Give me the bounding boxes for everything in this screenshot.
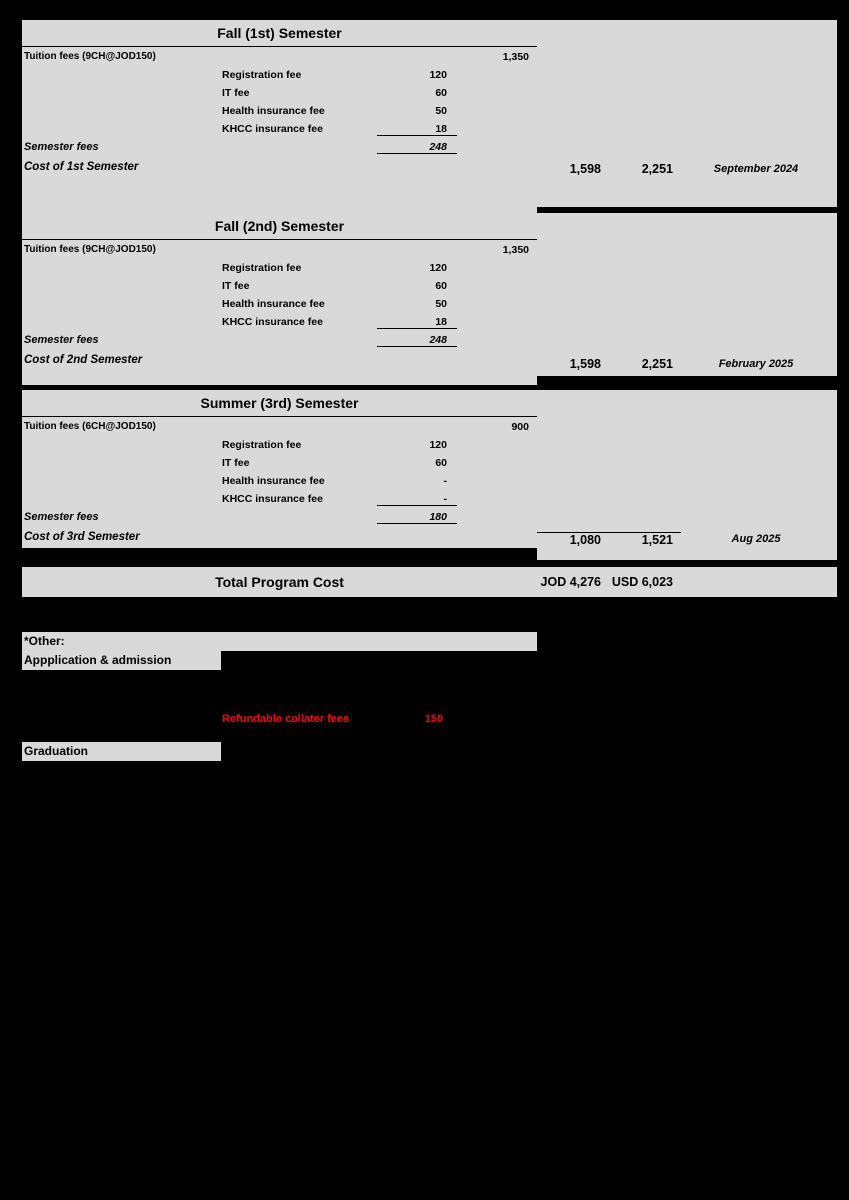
semester-2-total-usd: 2,251 xyxy=(641,357,673,371)
detail-row xyxy=(22,436,537,454)
tuition-value-1: 1,350 xyxy=(502,50,529,63)
other-row-due: October 2025 xyxy=(572,786,642,798)
semester-fees-value-3: 180 xyxy=(377,511,457,524)
semester-cost-label-1: Cost of 1st Semester xyxy=(24,161,139,173)
detail-name: KHCC insurance fee xyxy=(222,123,323,135)
detail-value: 50 xyxy=(435,105,447,117)
detail-value: - xyxy=(377,493,457,506)
other-row-value: 120 xyxy=(424,695,443,707)
detail-value: 18 xyxy=(377,123,457,136)
tuition-value-2: 1,350 xyxy=(502,243,529,256)
other-row-name: Degree documents fee xyxy=(222,768,340,780)
detail-row xyxy=(22,102,537,120)
detail-name: KHCC insurance fee xyxy=(222,316,323,328)
detail-value: 120 xyxy=(429,439,447,451)
other-row-due: July/September 2024 xyxy=(552,677,662,689)
semester-title-2: Fall (2nd) Semester xyxy=(22,213,537,239)
other-row-due: September 2024 xyxy=(564,695,650,707)
semester-fees-row-3 xyxy=(22,508,537,526)
detail-name: IT fee xyxy=(222,87,250,99)
detail-row xyxy=(22,472,537,490)
detail-name: IT fee xyxy=(222,280,250,292)
semester-3-total-usd: 1,521 xyxy=(609,532,681,547)
detail-row xyxy=(22,313,537,331)
other-row-value: 70 xyxy=(430,786,443,798)
semester-3-due-date: Aug 2025 xyxy=(731,533,781,545)
semester-fees-label-3: Semester fees xyxy=(24,511,99,523)
detail-value: 60 xyxy=(435,457,447,469)
semester-1-totals xyxy=(537,158,837,180)
tuition-label-3: Tuition fees (6CH@JOD150) xyxy=(24,421,156,432)
detail-name: KHCC insurance fee xyxy=(222,493,323,505)
semester-fees-value-2: 248 xyxy=(377,334,457,347)
other-row-value: 150 xyxy=(424,713,443,725)
semester-fees-value-1: 248 xyxy=(377,141,457,154)
detail-value: 50 xyxy=(435,298,447,310)
total-program-band xyxy=(537,566,837,598)
semester-1-total-usd: 2,251 xyxy=(641,162,673,176)
detail-row xyxy=(22,84,537,102)
total-program-label: Total Program Cost xyxy=(22,566,537,598)
detail-value: 120 xyxy=(429,262,447,274)
total-program-jod: JOD 4,276 xyxy=(540,575,601,589)
other-row-name: Graduation ceremony fee xyxy=(222,786,355,798)
other-row xyxy=(22,710,757,728)
detail-name: IT fee xyxy=(222,457,250,469)
detail-value: 120 xyxy=(429,69,447,81)
other-section-title: *Other: xyxy=(22,632,537,651)
semester-cost-label-3: Cost of 3rd Semester xyxy=(24,531,140,543)
detail-value: - xyxy=(443,475,447,487)
other-row-due: October 2025 xyxy=(572,768,642,780)
detail-row xyxy=(22,295,537,313)
semester-block-3 xyxy=(22,390,537,548)
semester-block-1 xyxy=(22,20,537,216)
detail-name: Health insurance fee xyxy=(222,475,325,487)
semester-2-totals xyxy=(537,353,837,375)
other-row xyxy=(22,692,757,710)
semester-title-1: Fall (1st) Semester xyxy=(22,20,537,46)
detail-value: 60 xyxy=(435,87,447,99)
total-program-row xyxy=(22,566,537,598)
other-row xyxy=(22,765,757,783)
detail-row xyxy=(22,277,537,295)
semester-1-total-jod: 1,598 xyxy=(569,162,601,176)
semester-2-due-date: February 2025 xyxy=(718,358,794,370)
semester-fees-row-2 xyxy=(22,331,537,349)
semester-3-total-jod: 1,080 xyxy=(537,532,609,547)
detail-name: Health insurance fee xyxy=(222,298,325,310)
tuition-label-1: Tuition fees (9CH@JOD150) xyxy=(24,51,156,62)
semester-fees-row-1 xyxy=(22,138,537,156)
tuition-label-2: Tuition fees (9CH@JOD150) xyxy=(24,244,156,255)
detail-row xyxy=(22,259,537,277)
semester-cost-label-2: Cost of 2nd Semester xyxy=(24,354,143,366)
detail-name: Registration fee xyxy=(222,69,302,81)
total-program-usd: USD 6,023 xyxy=(611,575,673,589)
graduation-header: Graduation xyxy=(22,742,221,761)
detail-name: Registration fee xyxy=(222,262,302,274)
semester-fees-label-2: Semester fees xyxy=(24,334,99,346)
detail-name: Registration fee xyxy=(222,439,302,451)
tuition-value-3: 900 xyxy=(511,420,529,433)
semester-fees-label-1: Semester fees xyxy=(24,141,99,153)
other-row-value: 70 xyxy=(430,768,443,780)
semester-cost-row-3 xyxy=(22,526,537,548)
semester-1-due-date: September 2024 xyxy=(713,163,799,175)
semester-cost-row-2 xyxy=(22,349,537,371)
detail-value: 18 xyxy=(377,316,457,329)
semester-cost-row-1 xyxy=(22,156,537,178)
semester-2-total-jod: 1,598 xyxy=(569,357,601,371)
detail-row xyxy=(22,66,537,84)
other-row-name: Refundable collater fees xyxy=(222,713,350,725)
other-row xyxy=(22,783,757,801)
detail-row xyxy=(22,120,537,138)
semester-title-3: Summer (3rd) Semester xyxy=(22,390,537,416)
other-row xyxy=(22,674,757,692)
detail-value: 60 xyxy=(435,280,447,292)
semester-2-totals-band xyxy=(537,213,837,376)
other-section xyxy=(22,632,757,801)
detail-name: Health insurance fee xyxy=(222,105,325,117)
application-admission-header: Appplication & admission xyxy=(22,651,221,670)
semester-3-totals xyxy=(537,528,837,550)
other-row-name: Admission fee xyxy=(222,695,298,707)
semester-block-2 xyxy=(22,213,537,385)
other-row-value: 25 xyxy=(430,677,443,689)
detail-row xyxy=(22,454,537,472)
detail-row xyxy=(22,490,537,508)
other-row-name: Application fee xyxy=(222,677,301,689)
